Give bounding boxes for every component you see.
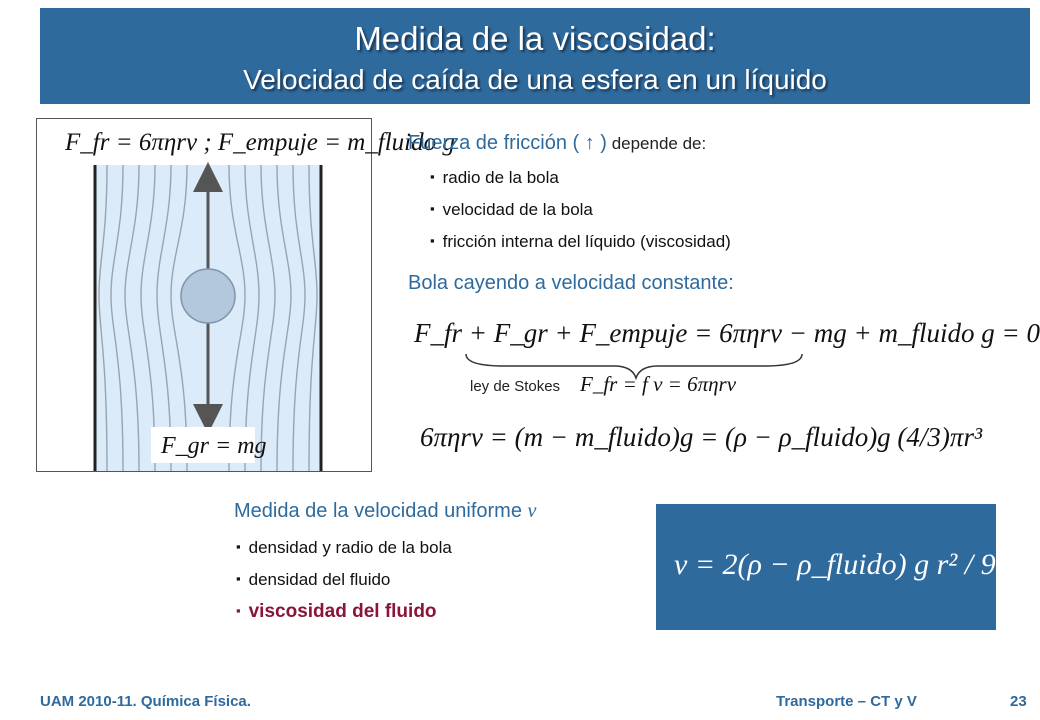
flow-diagram xyxy=(37,119,371,471)
slide-subtitle: Velocidad de caída de una esfera en un líquido xyxy=(243,64,827,95)
friction-bullet-2: ▪ velocidad de la bola xyxy=(430,200,593,220)
measure-heading: Medida de la velocidad uniforme v xyxy=(234,500,537,522)
up-arrow-icon: ↑ xyxy=(584,132,595,154)
force-balance-equation: F_fr + F_gr + F_empuje = 6πηrv − mg + m_fluido g = 0 xyxy=(414,318,1040,348)
stokes-label: ley de Stokes xyxy=(470,378,561,395)
gravity-equation: F_gr = mg xyxy=(161,433,267,459)
measure-bullet-highlight: ▪ viscosidad del fluido xyxy=(236,601,437,623)
footer-course: UAM 2010-11. Química Física. xyxy=(40,693,251,710)
page-number: 23 xyxy=(1010,693,1027,710)
stokes-equation: F_fr = f v = 6πηrv xyxy=(580,372,737,396)
measure-bullet-1: ▪ densidad y radio de la bola xyxy=(236,538,452,558)
velocity-result-box xyxy=(656,504,1011,630)
measure-bullet-2: ▪ densidad del fluido xyxy=(236,570,390,590)
sphere-flow-figure xyxy=(36,118,455,472)
friction-bullet-1: ▪ radio de la bola xyxy=(430,168,559,188)
slide-title: Medida de la viscosidad: xyxy=(354,20,716,57)
velocity-derivation-equation: 6πηrv = (m − m_fluido)g = (ρ − ρ_fluido)g (4/3)πr³ xyxy=(420,422,983,452)
velocity-result-equation: v = 2(ρ − ρ_fluido) g r² / 9η xyxy=(674,548,1011,581)
title-bar xyxy=(40,8,1030,104)
friction-bullet-3: ▪ fricción interna del líquido (viscosidad) xyxy=(430,232,731,252)
falling-heading: Bola cayendo a velocidad constante: xyxy=(408,272,734,294)
friction-buoyancy-equation: F_fr = 6πηrv ; F_empuje = m_fluido g xyxy=(65,129,455,156)
friction-heading: Fuerza de fricción ( ↑ ) depende de: xyxy=(408,132,707,154)
footer-topic: Transporte – CT y V xyxy=(776,693,917,710)
